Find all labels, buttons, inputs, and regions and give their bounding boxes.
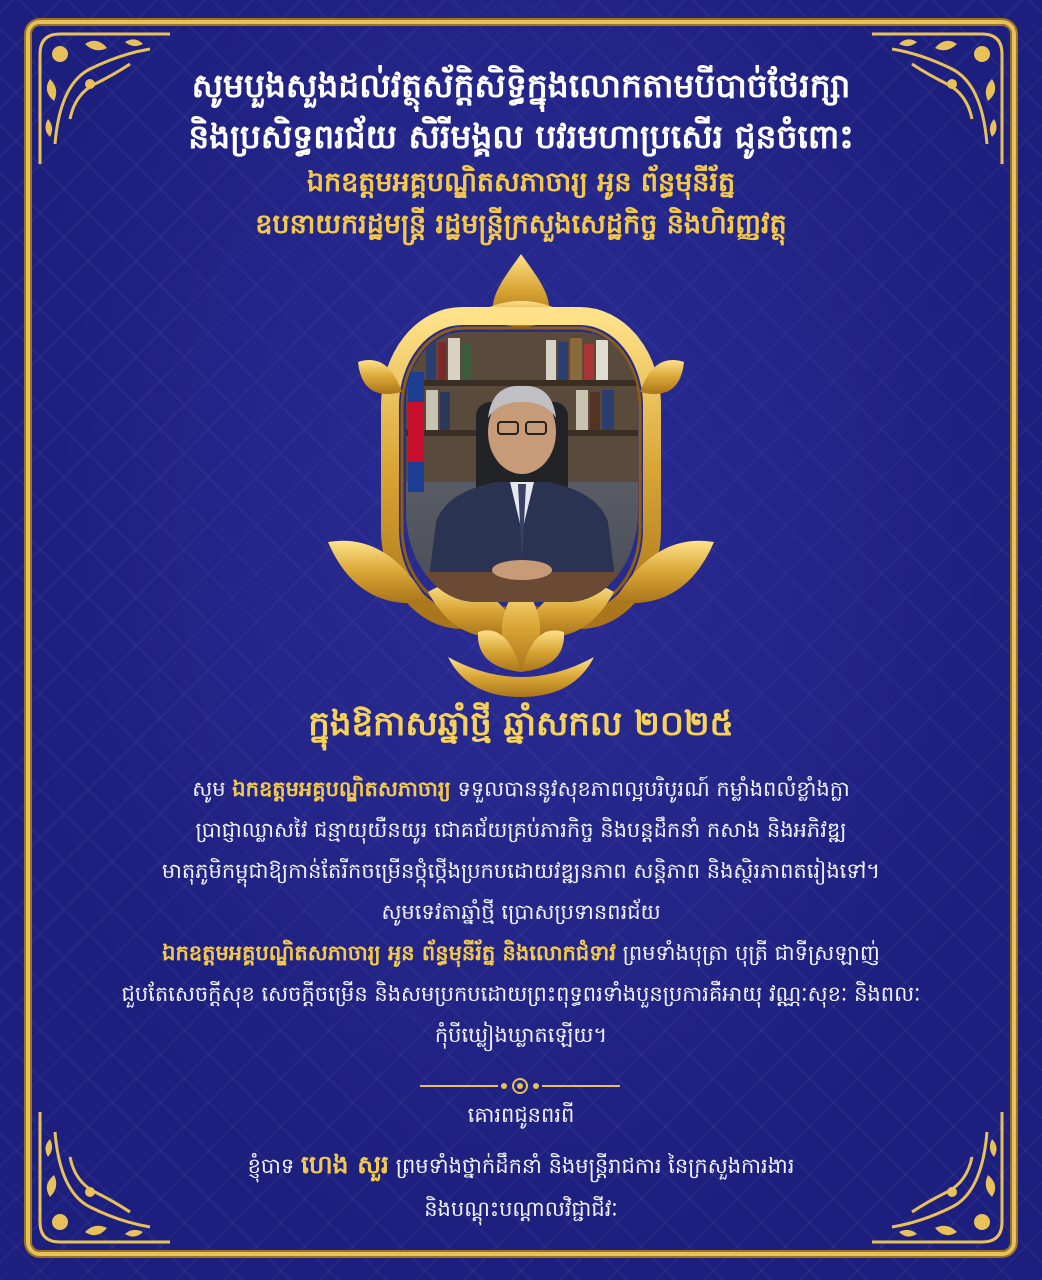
- header-line-1: សូមបួងសួងដល់វត្ថុស័ក្តិសិទ្ធិក្នុងលោកតាមបីបាច់ថែរក្សា: [191, 66, 851, 105]
- portrait-frame: [318, 252, 724, 702]
- body-line-5-honoree: ឯកឧត្តមអគ្គបណ្ឌិតសភាចារ្យ អូន ព័ន្ធមុនីរ័ត្ន និងលោកជំទាវ: [162, 941, 616, 965]
- body-line-6: ជួបតែសេចក្តីសុខ សេចក្តីចម្រើន និងសមប្រកបដោយព្រះពុទ្ធពរទាំងបួនប្រការគឺអាយុ វណ្ណៈសុខៈ និងពលៈ: [121, 982, 921, 1006]
- sender-prefix: ខ្ញុំបាទ: [247, 1154, 295, 1178]
- body-line-1-honorific: ឯកឧត្តមអគ្គបណ្ឌិតសភាចារ្យ: [232, 777, 451, 801]
- sender-name: ហេង សួរ: [300, 1150, 389, 1179]
- body-line-7: កុំបីឃ្លៀងឃ្លាតឡើយ។: [434, 1023, 608, 1047]
- body-line-1-text: ទទួលបាននូវសុខភាពល្អបរិបូរណ៍ កម្លាំងពលំខ្លាំងក្លា: [457, 777, 850, 801]
- sender-organization: និងបណ្តុះបណ្តាលវិជ្ជាជីវៈ: [424, 1197, 618, 1221]
- body-line-5-text: ព្រមទាំងបុត្រា បុត្រី ជាទីស្រឡាញ់: [622, 941, 880, 965]
- honoree-title: ឯកឧត្តមអគ្គបណ្ឌិតសភាចារ្យ អូន ព័ន្ធមុនីរ័ត្ន: [306, 167, 736, 198]
- divider-ornament-icon: [420, 1076, 620, 1096]
- sender-line: [0, 1150, 1042, 1186]
- honoree-position: ឧបនាយករដ្ឋមន្ត្រី រដ្ឋមន្ត្រីក្រសួងសេដ្ឋកិច្ច និងហិរញ្ញវត្ថុ: [255, 209, 787, 240]
- sender-text: ព្រមទាំងថ្នាក់ដឹកនាំ និងមន្ត្រីរាជការ នៃក្រសួងការងារ: [395, 1154, 795, 1178]
- body-line-1: [0, 776, 1042, 807]
- body-line-1-prefix: សូម: [192, 777, 226, 801]
- portrait-illustration: [406, 332, 638, 602]
- body-line-4: សូមទេវតាឆ្នាំថ្មី ប្រោសប្រទានពរជ័យ: [381, 900, 661, 924]
- body-line-5: [0, 940, 1042, 971]
- occasion-title: ក្នុងឱកាសឆ្នាំថ្មី ឆ្នាំសកល ២០២៥: [308, 704, 734, 744]
- body-line-2: ប្រាជ្ញាឈ្លាសវៃ ជន្មាយុយឺនយូរ ជោគជ័យគ្រប់ភារកិច្ច និងបន្តដឹកនាំ កសាង និងអភិវឌ្ឍ: [195, 818, 847, 842]
- portrait-photo: [406, 332, 638, 602]
- header-line-2: និងប្រសិទ្ធពរជ័យ សិរីមង្គល បវរមហាប្រសើរ ជូនចំពោះ: [188, 117, 854, 156]
- respect-line: គោរពជូនពរពី: [467, 1103, 575, 1127]
- body-line-3: មាតុភូមិកម្ពុជាឱ្យកាន់តែរីកចម្រើនថ្កុំថ្កើងប្រកបដោយវឌ្ឍនភាព សន្តិភាព និងស្ថិរភាពតរៀងទៅ។: [161, 859, 881, 883]
